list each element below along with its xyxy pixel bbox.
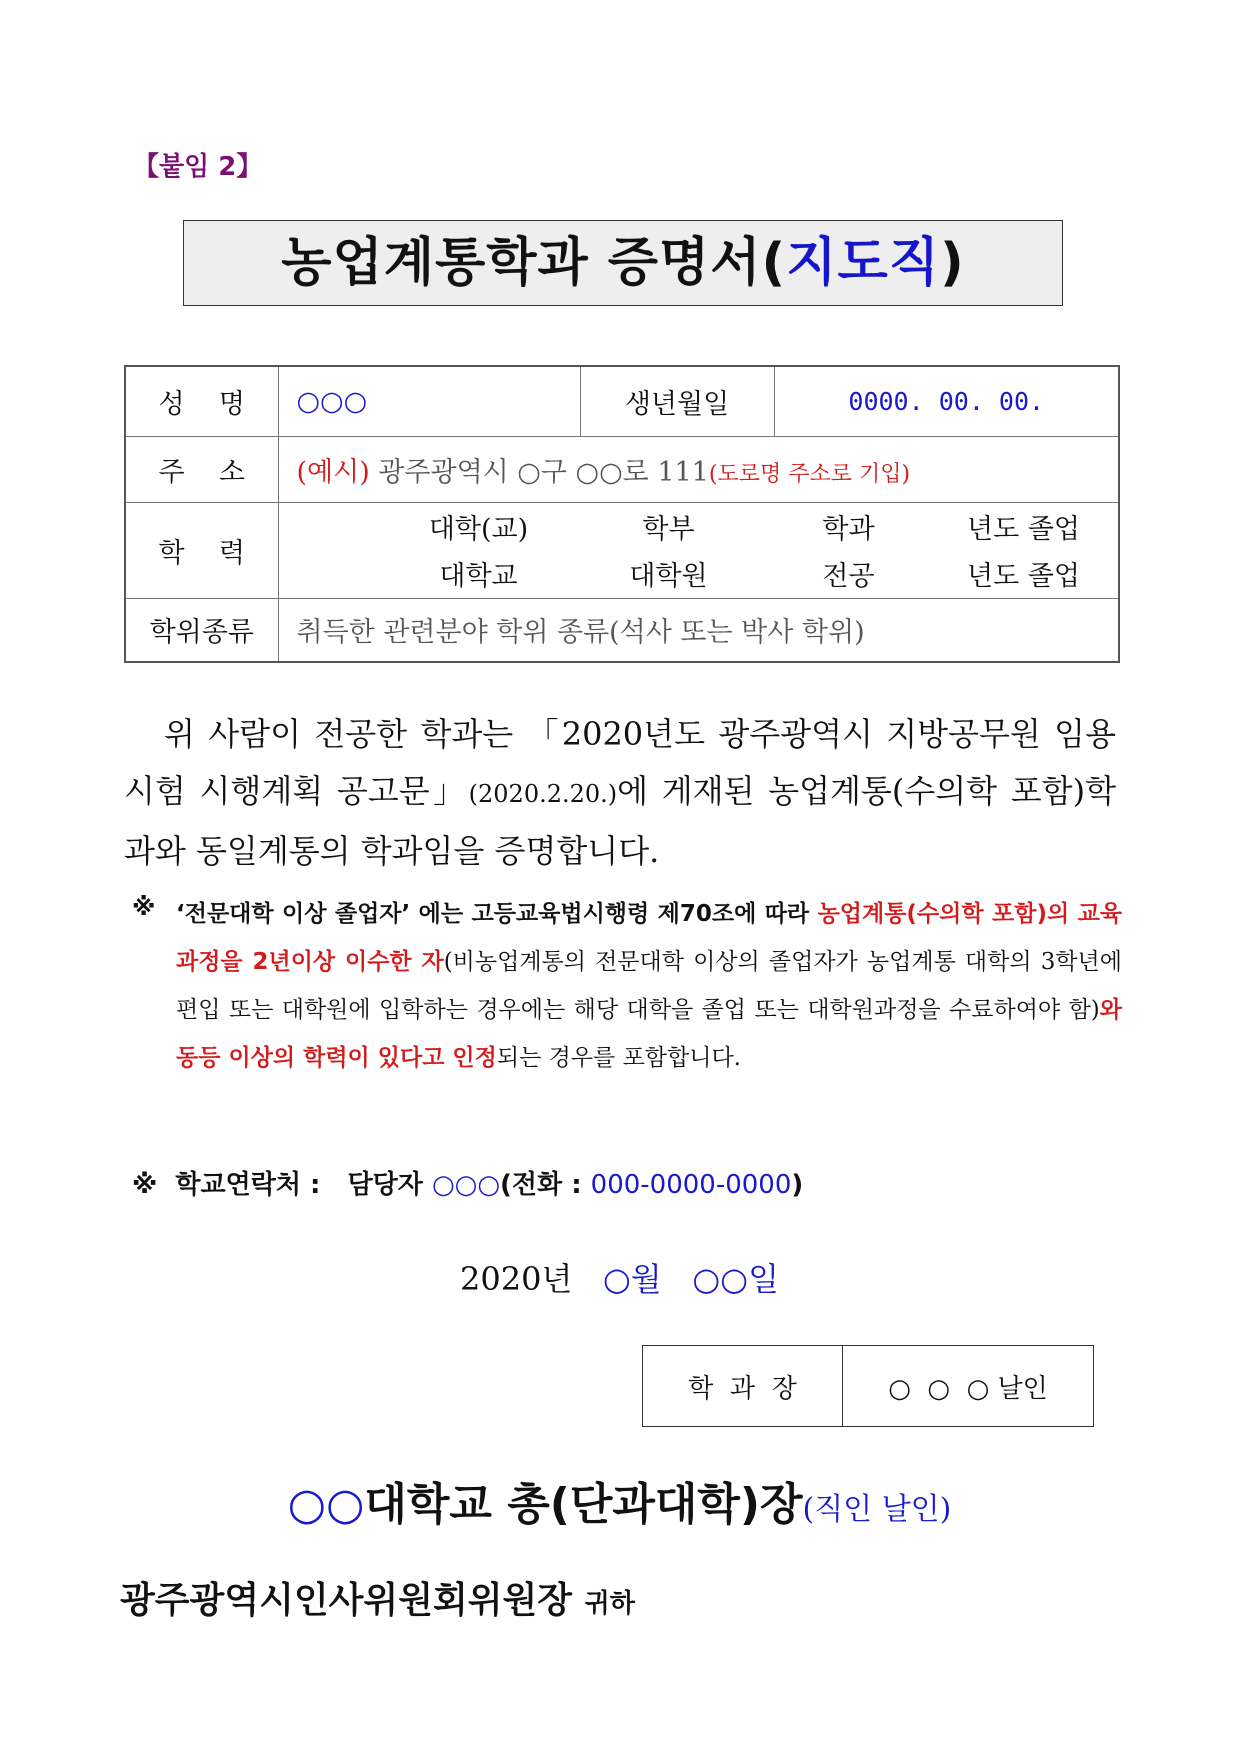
birth-label: 생년월일 (580, 366, 774, 436)
school-contact (132, 1164, 803, 1201)
name-value: ○○○ (278, 366, 580, 436)
addressee-honorific: 귀하 (584, 1589, 635, 1619)
date-day-mark (692, 1260, 779, 1298)
university-president (0, 1468, 1239, 1532)
addressee (120, 1572, 635, 1623)
degree-label: 학위종류 (125, 598, 278, 662)
address-value-cell (278, 436, 1119, 502)
edu-r1-department: 학과 (822, 514, 875, 545)
edu-r2-major: 전공 (822, 561, 875, 592)
university-circles: ○○ (287, 1479, 365, 1530)
note-tail: 되는 경우를 포함합니다. (496, 1045, 741, 1071)
title-close: ) (939, 233, 965, 293)
birth-value: 0000. 00. 00. (774, 366, 1119, 436)
table-row (125, 366, 1119, 436)
address-example: (예시) (296, 456, 370, 488)
note-bold: ‘전문대학 이상 졸업자’ 에는 고등교육법시행령 제70조에 따라 (176, 901, 818, 927)
attachment-label: 【붙임 2】 (133, 152, 263, 182)
edu-r2-school: 대학교 (439, 561, 518, 592)
contact-prefix: ※ 학교연락처 : 담당자 (132, 1170, 432, 1200)
edu-r2-graduate-school: 대학원 (629, 561, 708, 592)
document-title (184, 221, 1062, 305)
note-normal: (비농업계통의 전문대학 이상의 졸업자가 농업계통 대학의 3학년에 편입 또는 대학원에 입학하는 경우에는 해당 대학을 졸업 또는 대학원과정을 수료하여야 함) (176, 949, 1122, 1023)
date-month: ○월 (602, 1260, 662, 1298)
paragraph-date-ref: (2020.2.20.) (468, 780, 618, 808)
contact-phone: 000-0000-0000 (590, 1170, 792, 1200)
name-label: 성 명 (125, 366, 278, 436)
title-box (183, 220, 1063, 306)
addressee-name: 광주광역시인사위원회위원장 (120, 1580, 573, 1621)
degree-value: 취득한 관련분야 학위 종류(석사 또는 박사 학위) (278, 598, 1119, 662)
certification-paragraph (124, 706, 1116, 880)
university-seal-note: (직인 날인) (802, 1492, 952, 1527)
date-month-mark (603, 1260, 662, 1298)
department-head-stamp (642, 1345, 1094, 1427)
edu-r2-graduation: 년도 졸업 (967, 561, 1080, 592)
edu-r1-graduation: 년도 졸업 (967, 514, 1080, 545)
stamp-value: ○ ○ ○ 날인 (843, 1346, 1094, 1427)
paragraph-part1: 위 사람이 전공한 학과는 「2020년도 광주광역시 지방공무원 임용시험 시행계획 공고문」 (124, 715, 1116, 810)
table-row (125, 598, 1119, 662)
contact-phone-open: (전화 : (500, 1170, 591, 1200)
table-row (125, 502, 1119, 598)
title-main: 농업계통학과 증명서( (281, 233, 787, 293)
university-main: 대학교 총(단과대학)장 (364, 1479, 803, 1530)
date-year: 2020년 (460, 1260, 573, 1298)
note-red-2: 와 동등 이상의 학력이 있다고 인정 (176, 997, 1122, 1071)
education-grid (279, 507, 1119, 593)
education-value-cell (278, 502, 1119, 598)
table-row (125, 436, 1119, 502)
date-day: ○○일 (692, 1260, 779, 1298)
address-value: 광주광역시 ○구 ○○로 111 (369, 456, 709, 488)
address-note: (도로명 주소로 기입) (708, 461, 911, 487)
contact-phone-close: ) (791, 1170, 804, 1200)
address-label: 주 소 (125, 436, 278, 502)
edu-r1-school: 대학(교) (428, 514, 529, 545)
note-text (176, 890, 1122, 1082)
note-red-1: 농업계통(수의학 포함)의 교육과정을 2년이상 이수한 자 (176, 901, 1123, 975)
stamp-label: 학 과 장 (643, 1346, 843, 1427)
paragraph-part2: 에 게재된 농업계통(수의학 포함)학과와 동일계통의 학과임을 증명합니다. (124, 772, 1116, 870)
contact-name: ○○○ (431, 1170, 501, 1200)
title-accent: 지도직 (786, 233, 940, 293)
issue-date (0, 1254, 1239, 1300)
info-table (124, 365, 1120, 663)
education-label: 학 력 (125, 502, 278, 598)
edu-r1-faculty: 학부 (642, 514, 695, 545)
note-mark: ※ (132, 893, 156, 921)
